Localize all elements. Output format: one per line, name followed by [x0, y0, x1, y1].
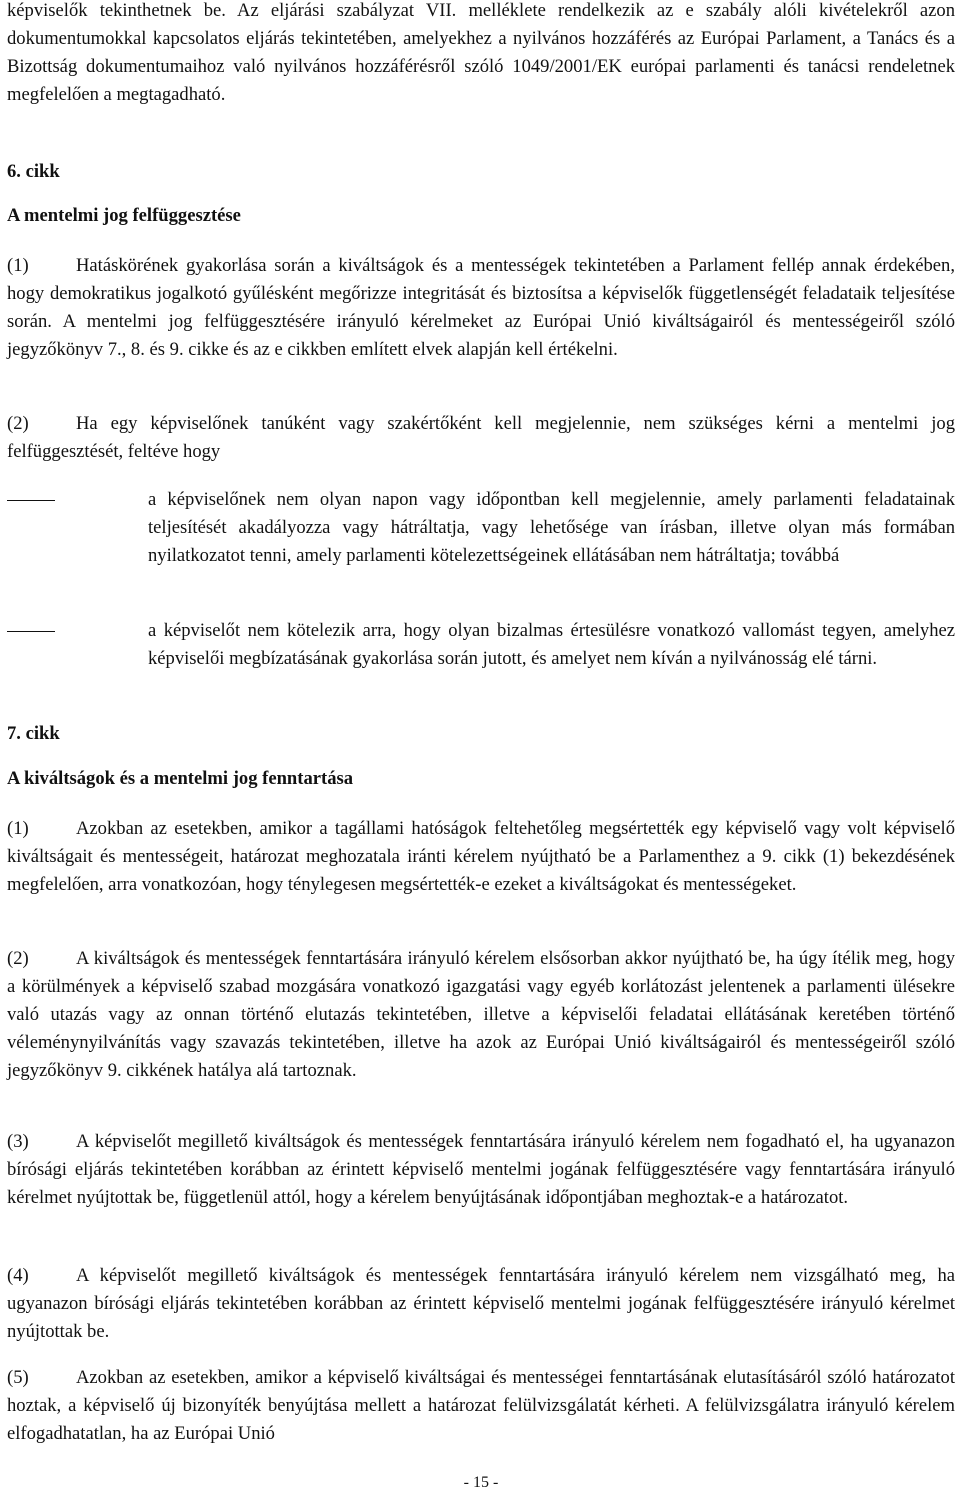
- paragraph-number: (3): [7, 1131, 29, 1152]
- dash-marker: [7, 631, 55, 632]
- article-6-label: 6. cikk: [7, 161, 60, 182]
- paragraph-number: (4): [7, 1265, 29, 1286]
- article-6-dash-item-2: [148, 617, 955, 673]
- page-number: - 15 -: [463, 1474, 499, 1491]
- article-7-paragraph-3: [7, 1128, 955, 1212]
- paragraph-text: Hatáskörének gyakorlása során a kiváltságok és a mentességek tekintetében a Parlament fellép annak érdekében, hogy demokratikus jogalkotó gyűlésként megőrizze integritását és biztosítsa a képviselők függetlenségét feladataik teljesítése során. A mentelmi jog felfüggesztésére irányuló kérelmeket az Európai Unió kiváltságairól és mentességeiről szóló jegyzőkönyv 7., 8. és 9. cikke és az e cikkben említett elvek alapján kell értékelni.: [7, 255, 955, 360]
- paragraph-number: (1): [7, 818, 29, 839]
- article-6-paragraph-1: [7, 252, 955, 364]
- paragraph-text: Ha egy képviselőnek tanúként vagy szakértőként kell megjelennie, nem szükséges kérni a mentelmi jog felfüggesztését, feltéve hogy: [7, 413, 955, 462]
- paragraph-number: (2): [7, 413, 29, 434]
- article-7-title: A kiváltságok és a mentelmi jog fenntartása: [7, 768, 354, 789]
- intro-paragraph: képviselők tekinthetnek be. Az eljárási szabályzat VII. melléklete rendelkezik az e szabály alóli kivételekről azon dokumentumokkal kapcsolatos eljárás tekintetében, amelyekhez a nyilvános hozzáférés az Európai Parlament, a Tanács és a Bizottság dokumentumaihoz való nyilvános hozzáférésről szóló 1049/2001/EK európai parlamenti és tanácsi rendeletnek megfelelően a megtagadható.: [7, 0, 955, 105]
- article-7-paragraph-4: [7, 1262, 955, 1346]
- dash-item-text: a képviselőt nem kötelezik arra, hogy olyan bizalmas értesülésre vonatkozó vallomást tegyen, amelyhez képviselői megbízatásának gyakorlása során jutott, és amelyet nem kíván a nyilvánosság elé tárni.: [148, 620, 955, 669]
- article-7-label: 7. cikk: [7, 723, 60, 744]
- article-7-paragraph-5: [7, 1364, 955, 1448]
- paragraph-text: A képviselőt megillető kiváltságok és mentességek fenntartására irányuló kérelem nem vizsgálható meg, ha ugyanazon bírósági eljárás tekintetében korábban az érintett képviselő mentelmi jogának felfüggesztésére irányuló kérelmet nyújtottak be.: [7, 1265, 955, 1342]
- paragraph-number: (1): [7, 255, 29, 276]
- article-7-paragraph-1: [7, 815, 955, 899]
- paragraph-number: (5): [7, 1367, 29, 1388]
- paragraph-number: (2): [7, 948, 29, 969]
- dash-item-text: a képviselőnek nem olyan napon vagy időpontban kell megjelennie, amely parlamenti feladatainak teljesítését akadályozza vagy hátráltatja, vagy lehetősége van írásban, illetve olyan más formában nyilatkozatot tenni, amely parlamenti kötelezettségeinek ellátásában nem hátráltatja; továbbá: [148, 489, 955, 566]
- paragraph-text: Azokban az esetekben, amikor a tagállami hatóságok feltehetőleg megsértették egy képviselő vagy volt képviselő kiváltságait és mentességeit, határozat meghozatala iránti kérelem nyújtható be a Parlamenthez a 9. cikk (1) bekezdésének megfelelően, arra vonatkozóan, hogy ténylegesen megsértették-e ezeket a kiváltságokat és mentességeket.: [7, 818, 955, 895]
- article-6-paragraph-2: [7, 410, 955, 466]
- paragraph-text: A képviselőt megillető kiváltságok és mentességek fenntartására irányuló kérelem nem fogadható el, ha ugyanazon bírósági eljárás tekintetében korábban az érintett képviselő mentelmi jogának felfüggesztésére vagy fenntartására irányuló kérelmet nyújtottak be, függetlenül attól, hogy a kérelem benyújtásának időpontjában meghoztak-e a határozatot.: [7, 1131, 955, 1208]
- paragraph-text: Azokban az esetekben, amikor a képviselő kiváltságai és mentességei fenntartásának elutasításáról szóló határozatot hoztak, a képviselő új bizonyíték benyújtása mellett a határozat felülvizsgálatát kérheti. A felülvizsgálatra irányuló kérelem elfogadhatatlan, ha az Európai Unió: [7, 1367, 955, 1444]
- dash-marker: [7, 500, 55, 501]
- article-7-paragraph-2: [7, 945, 955, 1085]
- article-6-title: A mentelmi jog felfüggesztése: [7, 205, 241, 226]
- paragraph-text: A kiváltságok és mentességek fenntartására irányuló kérelem elsősorban akkor nyújtható be, ha úgy ítélik meg, hogy a körülmények a képviselő szabad mozgására vonatkozó igazgatási vagy egyéb korlátozást jelentenek a parlamenti ülésekre való utazás vagy az onnan történő elutazás tekintetében, illetve a képviselői feladatai ellátásának keretében történő véleménynyilvánítás vagy szavazás tekintetében, illetve ha azok az Európai Unió kiváltságairól és mentességeiről szóló jegyzőkönyv 9. cikkének hatálya alá tartoznak.: [7, 948, 955, 1081]
- article-6-dash-item-1: [148, 486, 955, 570]
